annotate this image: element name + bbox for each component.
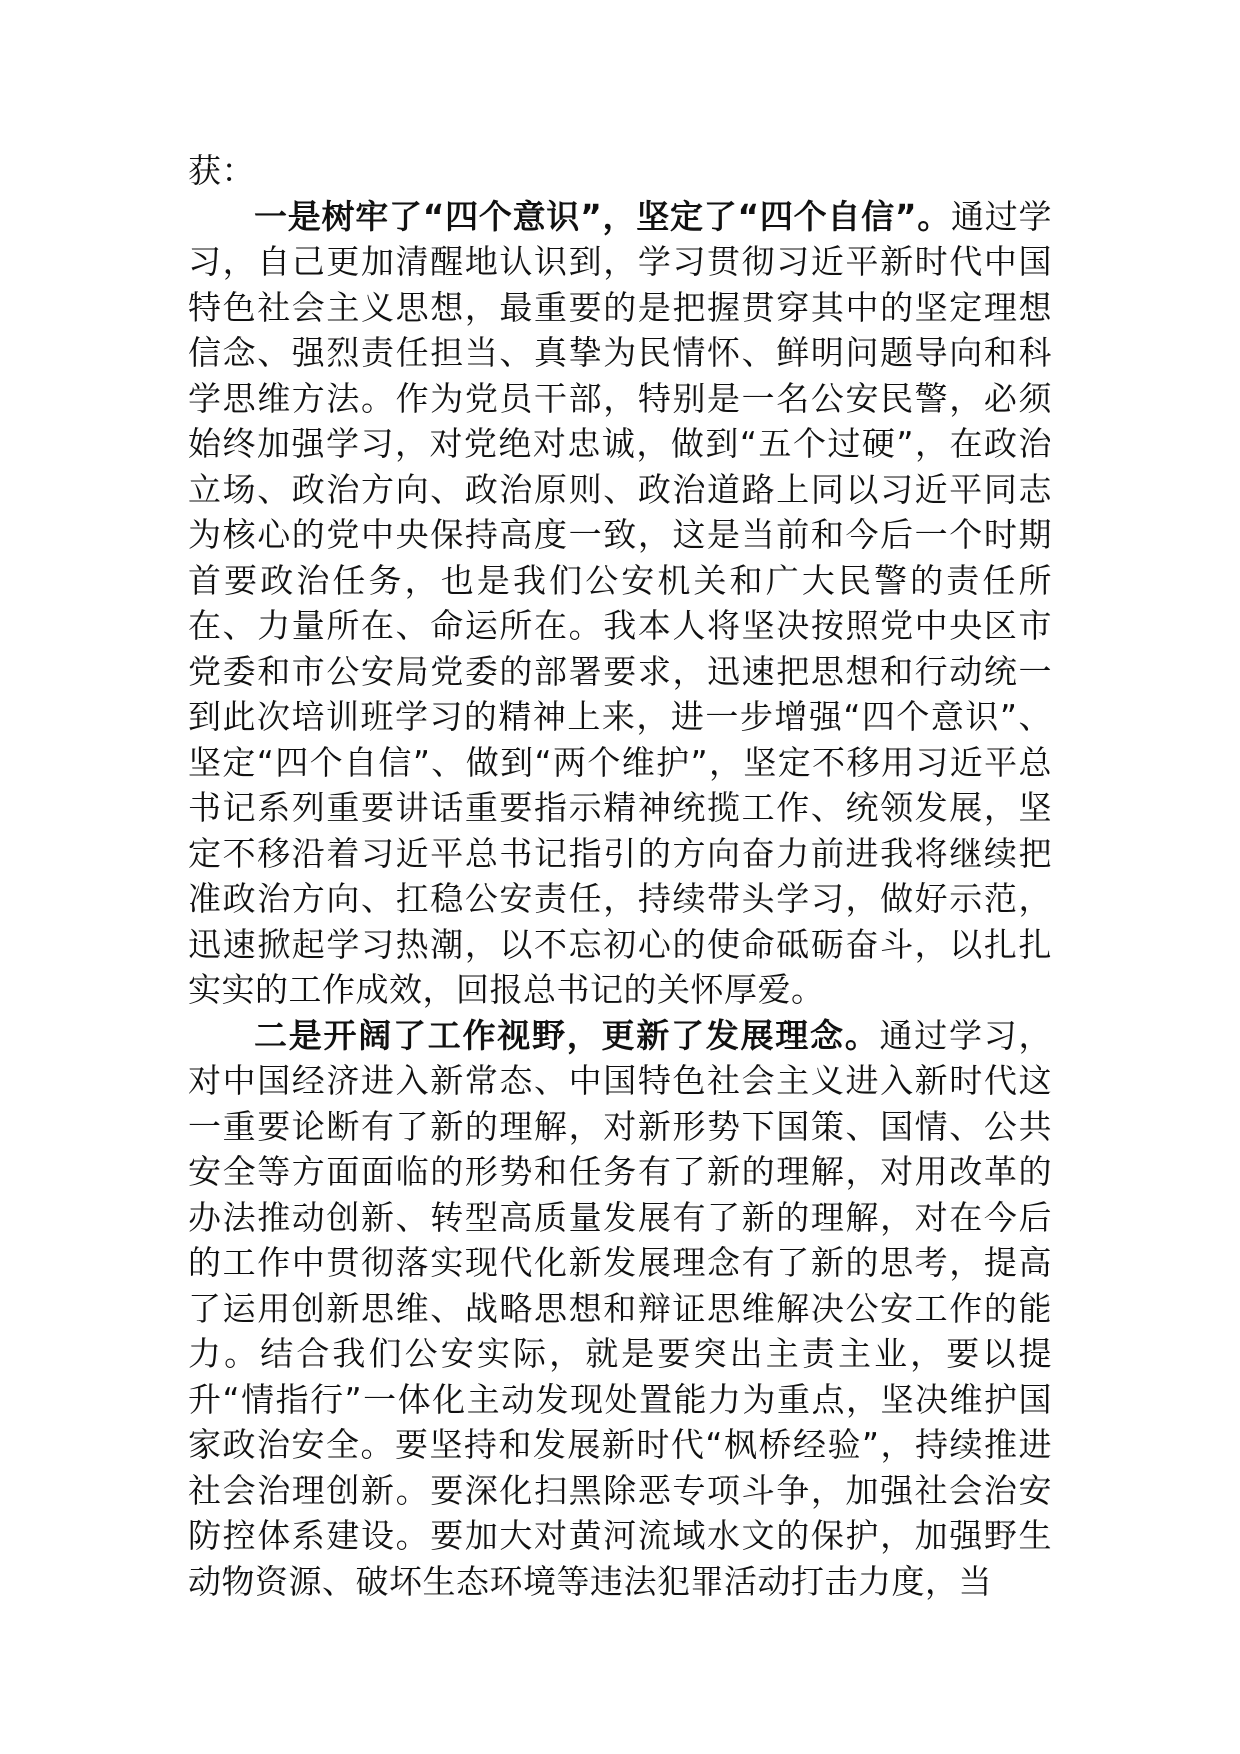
paragraph-2-lead: 二是开阔了工作视野，更新了发展理念。 [254, 1015, 880, 1055]
paragraph-2-body: 通过学习，对中国经济进入新常态、中国特色社会主义进入新时代这一重要论断有了新的理解，对新形势下国策、国情、公共安全等方面面临的形势和任务有了新的理解，对用改革的办法推动创新、转型高质量发展有了新的理解，对在今后的工作中贯彻落实现代化新发展理念有了新的思考，提高了运用创新思维、战略思想和辩证思维解决公安工作的能力。结合我们公安实际，就是要突出主责主业，要以提升“情指行”一体化主动发现处置能力为重点，坚决维护国家政治安全。要坚持和发展新时代“枫桥经验”，持续推进社会治理创新。要深化扫黑除恶专项斗争，加强社会治安防控体系建设。要加大对黄河流域水文的保护，加强野生动物资源、破坏生态环境等违法犯罪活动打击力度，当 [188, 1015, 1052, 1601]
continuation-line: 获： [188, 151, 255, 190]
paragraph-1 [188, 194, 1052, 1013]
paragraph-2 [188, 1013, 1052, 1605]
paragraph-1-body: 通过学习，自己更加清醒地认识到，学习贯彻习近平新时代中国特色社会主义思想，最重要的是把握贯穿其中的坚定理想信念、强烈责任担当、真挚为民情怀、鲜明问题导向和科学思维方法。作为党员干部，特别是一名公安民警，必须始终加强学习，对党绝对忠诚，做到“五个过硬”，在政治立场、政治方向、政治原则、政治道路上同以习近平同志为核心的党中央保持高度一致，这是当前和今后一个时期首要政治任务，也是我们公安机关和广大民警的责任所在、力量所在、命运所在。我本人将坚决按照党中央区市党委和市公安局党委的部署要求，迅速把思想和行动统一到此次培训班学习的精神上来，进一步增强“四个意识”、坚定“四个自信”、做到“两个维护”，坚定不移用习近平总书记系列重要讲话重要指示精神统揽工作、统领发展，坚定不移沿着习近平总书记指引的方向奋力前进我将继续把准政治方向、扛稳公安责任，持续带头学习，做好示范，迅速掀起学习热潮，以不忘初心的使命砥砺奋斗，以扎扎实实的工作成效，回报总书记的关怀厚爱。 [188, 196, 1052, 1009]
paragraph-1-lead: 一是树牢了“四个意识”，坚定了“四个自信”。 [254, 196, 952, 236]
document-body [188, 148, 1052, 1604]
